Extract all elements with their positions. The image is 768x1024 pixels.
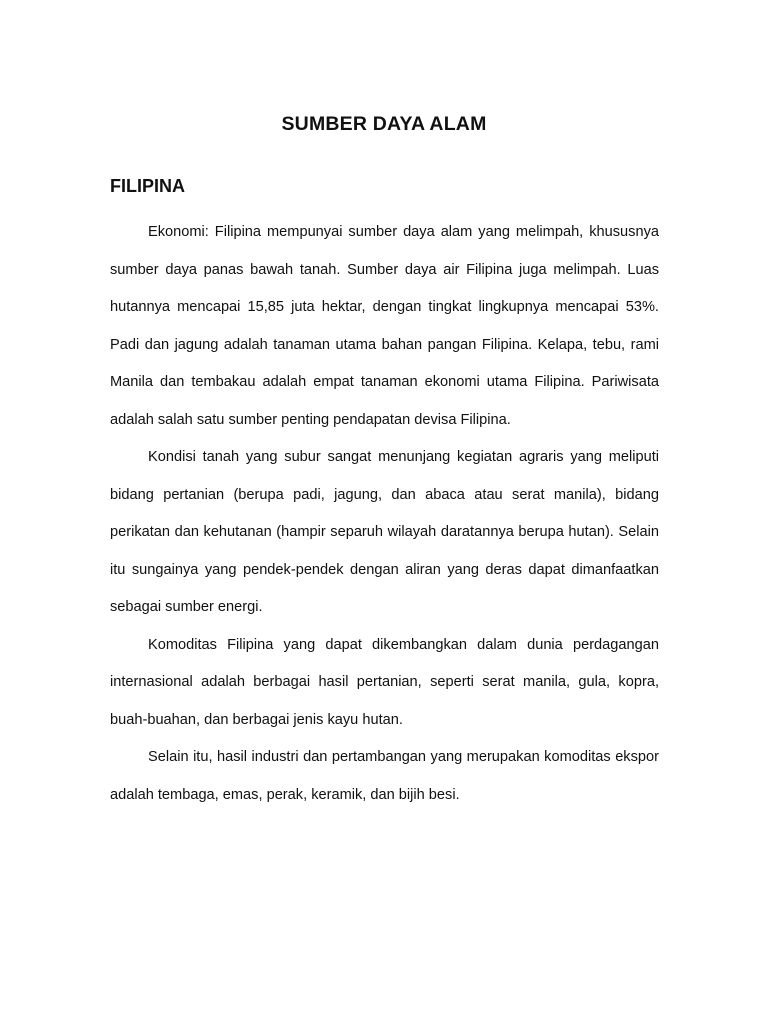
paragraph-industry-mining: Selain itu, hasil industri dan pertambangan yang merupakan komoditas ekspor adalah tembaga, emas, perak, keramik, dan bijih besi. xyxy=(110,749,659,803)
paragraph-economy: Ekonomi: Filipina mempunyai sumber daya alam yang melimpah, khususnya sumber daya panas bawah tanah. Sumber daya air Filipina juga melimpah. Luas hutannya mencapai 15,85 juta hektar, dengan tingkat lingkupnya mencapai 53%. Padi dan jagung adalah tanaman utama bahan pangan Filipina. Kelapa, tebu, rami Manila dan tembakau adalah empat tanaman ekonomi utama Filipina. Pariwisata adalah salah satu sumber penting pendapatan devisa Filipina. xyxy=(110,224,659,428)
body-text xyxy=(110,214,659,814)
paragraph-commodities: Komoditas Filipina yang dapat dikembangkan dalam dunia perdagangan internasional adalah berbagai hasil pertanian, seperti serat manila, gula, kopra, buah-buahan, dan berbagai jenis kayu hutan. xyxy=(110,636,659,728)
section-heading: FILIPINA xyxy=(110,176,185,196)
document-title: SUMBER DAYA ALAM xyxy=(281,113,487,135)
paragraph-soil-conditions: Kondisi tanah yang subur sangat menunjang kegiatan agraris yang meliputi bidang pertanian (berupa padi, jagung, dan abaca atau serat manila), bidang perikatan dan kehutanan (hampir separuh wilayah daratannya berupa hutan). Selain itu sungainya yang pendek-pendek dengan aliran yang deras dapat dimanfaatkan sebagai sumber energi. xyxy=(110,449,659,615)
